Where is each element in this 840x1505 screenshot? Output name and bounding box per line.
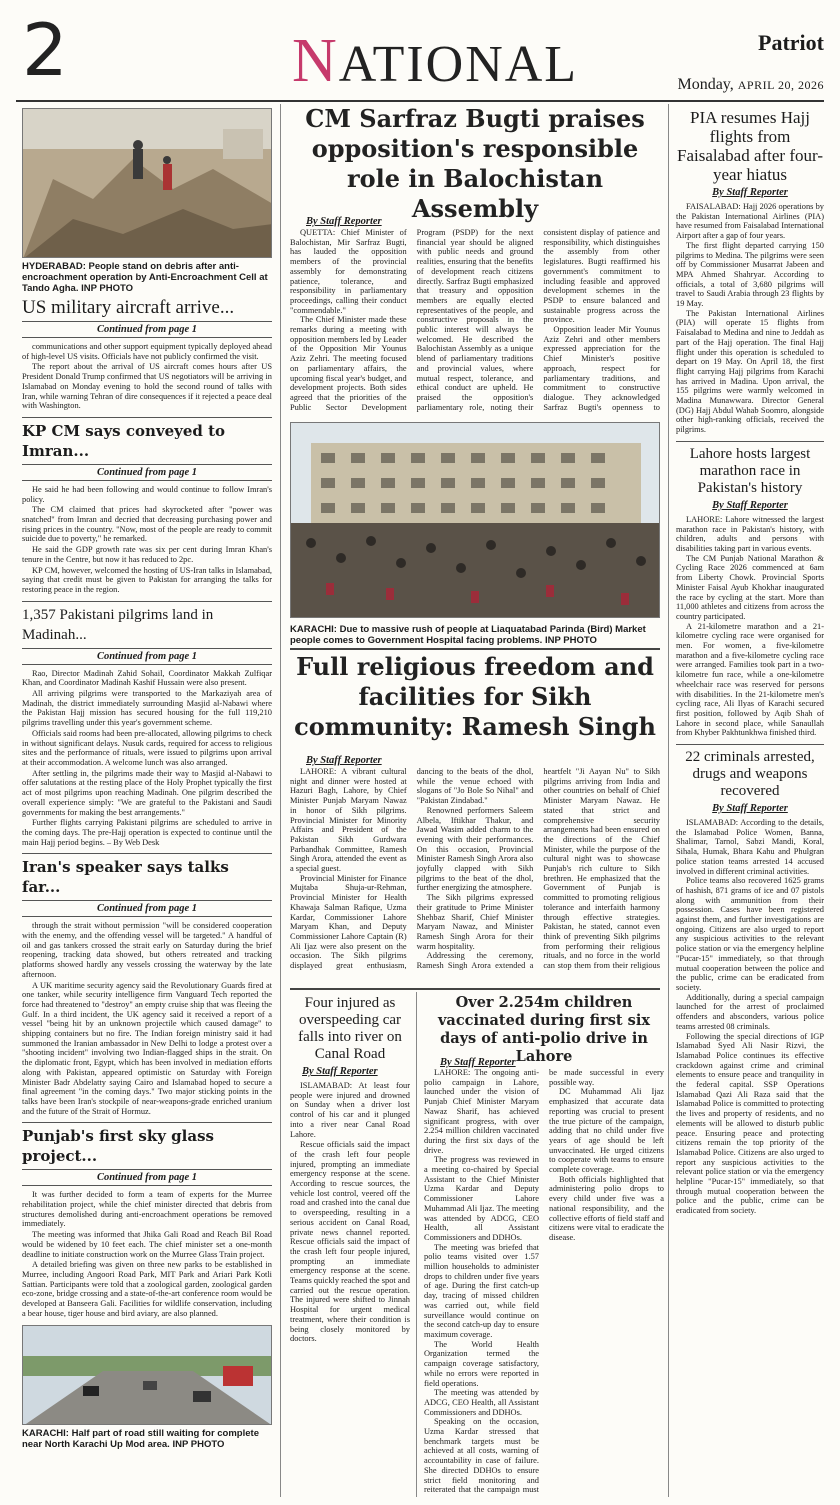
article-sky-glass (22, 1190, 272, 1318)
column-divider (668, 104, 669, 1497)
right-column (676, 104, 824, 1497)
article-crime (676, 818, 824, 1216)
paragraph: The Chief Minister made these remarks during a meeting with opposition members led by Leader of the Opposition Mir Younus Aziz Zehri. The meeting focused on parliamentary affairs, the upcoming fiscal year's budget, and development projects. Both sides agreed that the priorities of the Public Sector Development Program (PSDP) for the next financial year should be aligned with public needs and ground realities, ensuring that the benefits of development reach citizens directly. Sarfraz Bugti emphasized that treasury and opposition members are equally elected representatives of the people, and constructive proposals in the public interest will always be welcomed. He described the Balochistan Assembly as a unique blend of parliamentary traditions and provincial values, where mutual respect, tolerance, and ethical conduct are upheld. He praised the opposition's parliamentary role, noting their consistent display of patience and responsibility, which distinguishes the assembly from other legislatures. Bugti reaffirmed his government's commitment to including feasible and approved development schemes in the PSDP to ensure balanced and sustainable progress across the province. (290, 228, 660, 412)
paragraph: A 21-kilometre marathon and a 21-kilometre cycling race were organised for men. For women, a five-kilometre marathon and a five-kilometre cycling race were arranged. Families took part in a two-kilometre fun race, while a one-kilometre wheelchair race was reserved for persons with disabilities. In the 21-kilometre men's cycling race, Ali Ilyas of Karachi secured first position, followed by Aqib Shah of Lahore in second place, while Sanaullah from Khyber Pakhtunkhwa finished third. (676, 621, 824, 738)
divider (22, 601, 272, 602)
lead-headline: CM Sarfraz Bugti praises opposition's responsible role in Balochistan Assembly (305, 104, 645, 223)
paper-name: Patriot (758, 30, 824, 55)
paragraph: Following the special directions of IGP Islamabad Syed Ali Nasir Rizvi, the Islamabad Police continues its effective crackdown against crime and criminal elements to ensure peace and tranquility in the federal capital. SSP Operations Islamabad Qazi Ali Raza said that the Islamabad Police is committed to protecting the lives and property of residents, and no elements will be allowed to disturb public peace. Ensuring peace and protecting citizens remain the top priority of the Islamabad Police. Citizens are also urged to report any suspicious activities to the relevant police station or via the emergency helpline "Pucar-15" immediately, so that through mutual cooperation between the police and the public, crime can be eradicated from society. (676, 1031, 824, 1216)
paragraph: Both officials highlighted that administering polio drops to every child under five was a national responsibility, and the collective efforts of field staff and citizens were vital to eradicate the disease. (549, 1174, 664, 1242)
divider (290, 648, 660, 650)
paragraph: through the strait without permission "will be considered cooperation with the enemy, and the offending vessel will be targeted." A handful of oil and gas tankers crossed the strait early on Saturday during the brief reopening, tracking data showed, but others retreated and tracking platforms showed hardly any vessels crossing the waterway by the late afternoon. (22, 921, 272, 979)
paragraph: The first flight departed carrying 150 pilgrims to Medina. The pilgrims were seen off by Commissioner Musarrat Jabeen and MPA Ahmed Shahryar. According to officials, a total of 3,680 pilgrims will travel to Saudi Arabia through 23 flights by 19 May. (676, 240, 824, 309)
paragraph: It was further decided to form a team of experts for the Murree rehabilitation project, while the chief minister directed that debris from structures demolished during anti-encroachment operations be removed immediately. (22, 1190, 272, 1229)
divider (22, 1122, 272, 1123)
divider (22, 417, 272, 418)
section-title-initial: N (292, 27, 339, 95)
photo-caption: KARACHI: Half part of road still waiting for complete near North Karachi Up Mod area. INP PHOTO (22, 1427, 259, 1450)
photo-caption: KARACHI: Due to massive rush of people at Liaquatabad Parinda (Bird) Market people comes to Government Hospital facing problems. INP PHOTO (290, 624, 646, 646)
debris-photo-icon (23, 109, 272, 258)
paragraph: Rao, Director Madinah Zahid Sohail, Coordinator Makkah Zulfiqar Khan, and Coordinator Madinah Kashif Hussain were also present. (22, 668, 272, 688)
polio-headline: Over 2.254m children vaccinated during first six days of anti-polio drive in Lahore (438, 994, 650, 1065)
paragraph: A UK maritime security agency said the Revolutionary Guards fired at one tanker, while security intelligence firm Vanguard Tech reported the force had threatened to "destroy" an empty cruise ship that was fleeing the Gulf. In a third incident, the UK agency said it received a report of a vessel "being hit by an unknown projectile which caused damage" to shipping containers but no fire. The Indian foreign ministry said it had summoned the Iranian ambassador in New Delhi to lodge a protest over a "shooting incident" involving two Indian-flagged ships in the strait. On the diplomatic front, Egypt, which has been involved in mediation efforts along with Pakistan, appeared optimistic on Saturday with Foreign Minister Badr Abdelatty saying Cairo and Islamabad hoped to secure a final agreement "in the coming days." Two major sticking points in the talks have been Iran's stockpile of near-weapons-grade enriched uranium and the future of the Strait of Hormuz. (22, 980, 272, 1116)
byline: By Staff Reporter (302, 1066, 378, 1077)
paragraph: The Pakistan International Airlines (PIA) will operate 15 flights from Faisalabad to Medina and nine to Jeddah as part of the Hajj operation. The final Hajj flight under this operation is scheduled to depart on 19 May. On April 18, the first flight carrying Hajj pilgrims from Karachi has arrived in Madina. Upon arrival, the 155 pilgrims were warmly welcomed in Madina Munawwara. Director General (DG) Hajj Abdul Wahab Soomro, alongside other high-ranking officials, received the pilgrims. (676, 308, 824, 435)
date: APRIL 20, 2026 (737, 78, 824, 92)
byline: By Staff Reporter (306, 216, 382, 227)
paragraph: The meeting was attended by ADCG, CEO Health, all Assistant Commissioners and DDHOs. (424, 1388, 539, 1417)
paragraph: Rescue officials said the impact of the crash left four people injured, prompting an immediate emergency response at the scene. According to rescue sources, the vehicle lost control, veered off the road and crashed into the canal due to overspeeding, resulting in a serious accident on Canal Road, private news channel reported. Rescue officials said the impact of the crash left four people injured, prompting an immediate emergency response at the scene. Teams quickly reached the spot and carried out the rescue operation. The injured were shifted to Jinnah Hospital for urgent medical treatment, where their condition is being closely monitored by doctors. (290, 1140, 410, 1344)
article-pia (676, 202, 824, 435)
column-divider (416, 992, 417, 1497)
market-crowd-photo-icon (291, 423, 660, 618)
column-divider (280, 104, 281, 1497)
paragraph: The CM claimed that prices had skyrocketed after "power was snatched" from Imran and decried that decreasing purchasing power and rising prices in the country. "Now, most of the people are ready to commit suicide due to poverty," he remarked. (22, 505, 272, 544)
section-title (292, 26, 578, 97)
byline: By Staff Reporter (712, 803, 788, 815)
section-title-rest: ATIONAL (338, 36, 579, 93)
paragraph: LAHORE: Lahore witnessed the largest marathon race in Pakistan's history, with children, adults and persons with disabilities taking part in various events. (676, 514, 824, 553)
paragraph: DC Muhammad Ali Ijaz emphasized that accurate data reporting was crucial to present the true picture of the campaign, adding that no child under five years of age should be left unvaccinated. He urged citizens to cooperate with teams to ensure complete coverage. (549, 1087, 664, 1175)
paragraph: ISLAMABAD: At least four people were injured and drowned on Sunday when a driver lost control of his car and it plunged into a river near Canal Road Lahore. (290, 1081, 410, 1139)
continued-label: Continued from page 1 (22, 464, 272, 481)
paragraph: ISLAMABAD: According to the details, the Islamabad Police Women, Banna, Shalimar, Tarnol, Sabzi Mandi, Koral, Sihala, Humak, Bhara Kahu and Phulgran police station teams arrested 14 accused involved in different criminal activities. (676, 818, 824, 876)
paragraph: Officials said rooms had been pre-allocated, allowing pilgrims to check in without significant delays. Nusuk cards, required for access to religious sites and the performance of rituals, were issued to pilgrims upon arrival at their accommodation. A welcome lunch was also arranged. (22, 728, 272, 767)
article-body (290, 1081, 410, 1501)
article-bugti (290, 228, 660, 414)
paragraph: Provincial Minister for Finance Mujtaba Shuja-ur-Rehman, Provincial Minister for Health Khawaja Salman Rafique, Uzma Kardar, Commissioner Lahore Maryam Khan, and Deputy Commissioner Lahore Captain (R) Ali Ijaz were also present on the occasion. The Sikh pilgrims displayed great enthusiasm, dancing to the beats of the dhol, while the venue echoed with slogans of "Jo Bole So Nihal" and "Pakistan Zindabad." (290, 767, 534, 971)
article-pilgrims-madinah (22, 669, 272, 848)
article-iran-speaker (22, 921, 272, 1116)
paragraph: Additionally, during a special campaign launched for the arrest of proclaimed offenders and absconders, various police teams arrested 08 criminals. (676, 992, 824, 1031)
paragraph: He said he had been following and would continue to follow Imran's policy. (22, 484, 272, 504)
photo-hyderabad-debris (22, 108, 272, 258)
headline-us-aircraft: US military aircraft arrive... (22, 297, 235, 318)
paragraph: Opposition leader Mir Younus Aziz Zehri and other members expressed appreciation for the Chief Minister's positive approach, respect for parliamentary traditions, and commitment to constructive dialogue. They acknowledged Sarfraz Bugti's openness to (543, 325, 660, 412)
byline: By Staff Reporter (712, 187, 788, 198)
paragraph: QUETTA: Chief Minister of Balochistan, Mir Sarfraz Bugti, has lauded the opposition members of the provincial assembly for demonstrating patience, tolerance, and responsibility in parliamentary proceedings, calling their conduct "commendable." (290, 228, 407, 315)
canal-headline: Four injured as overspeeding car falls into river on Canal Road (298, 995, 402, 1062)
crime-headline: 22 criminals arrested, drugs and weapons recovered (685, 749, 815, 800)
paragraph: After settling in, the pilgrims made their way to Masjid al-Nabawi to offer salutations at the resting place of the Holy Prophet typically the first act of most pilgrims upon reaching Madinah. One pilgrim described the overall experience simply: "We are grateful to the Pakistani and Saudi governments for making the best arrangements." (22, 768, 272, 817)
headline-sky-glass: Punjab's first sky glass project... (22, 1127, 214, 1166)
article-marathon (676, 515, 824, 738)
headline-iran-speaker: Iran's speaker says talks far... (22, 858, 229, 897)
masthead (0, 0, 840, 104)
dateline (677, 76, 824, 94)
continued-label: Continued from page 1 (22, 1169, 272, 1186)
sikh-headline: Full religious freedom and facilities for Sikh community: Ramesh Singh (294, 652, 656, 741)
article-sikh (290, 767, 660, 980)
paragraph: The CM Punjab National Marathon & Cycling Race 2026 commenced at 6am from Liberty Chowk. Provincial Sports Minister Faisal Ayub Khokhar inaugurated the race by cycling at the start. More than 11,000 athletes and citizens from across the country participated. (676, 553, 824, 621)
paragraph: FAISALABAD: Hajj 2026 operations by the Pakistan International Airlines (PIA) have resumed from Faisalabad International Airport after a gap of four years. (676, 202, 824, 241)
left-column (22, 104, 272, 1497)
paragraph: The report about the arrival of US aircraft comes hours after US President Donald Trump confirmed that US negotiators will be arriving in Islamabad on Monday evening to hold the second round of talks with Iran, while warning Tehran of dire consequences if it rejected a peace deal with Washington. (22, 362, 272, 411)
paragraph: All arriving pilgrims were transported to the Markaziyah area of Madinah, the district immediately surrounding Masjid al-Nabawi where the Pakistan Hajj mission has secured housing for the full 119,210 pilgrims travelling under this year's government scheme. (22, 689, 272, 728)
continued-label: Continued from page 1 (22, 321, 272, 338)
paragraph: Speaking on the occasion, Uzma Kardar stressed that benchmark targets must be achieved at all costs, warning of accountability in case of failure. She directed DDHOs to ensure strict field monitoring and reiterated that the campaign must be made successful in every possible way. (424, 1068, 664, 1495)
paragraph: KP CM, however, welcomed the hosting of US-Iran talks in Islamabad, saying that credit must be given to Pakistan for arranging the talks for restoring peace in the region. (22, 565, 272, 594)
paragraph: Addressing the ceremony, Ramesh Singh Arora extended a heartfelt "Ji Aayan Nu" to Sikh pilgrims arriving from India and other countries on behalf of Chief Minister Maryam Nawaz. He stated that strict and comprehensive security arrangements had been ensured on the directions of the Chief Minister, while the purpose of the cultural night was to showcase Punjab's rich culture to Sikh brethren. He emphasized that the Government of Punjab is committed to promoting religious tolerance and interfaith harmony through effective strategies. Pakistan, he stated, cannot even think of preventing Sikh pilgrims from performing their religious rituals, and no force in the world can stop them from their religious (416, 767, 660, 971)
paragraph: LAHORE: A vibrant cultural night and dinner were hosted at Hazuri Bagh, Lahore, by Chief Minister Punjab Maryam Nawaz in honor of Sikh pilgrims. Provincial Minister for Minority Affairs and President of the Pakistan Sikh Gurdwara Parbandhak Committee, Ramesh Singh Arora, attended the event as a special guest. (290, 767, 407, 874)
photo-caption: HYDERABAD: People stand on debris after anti-encroachment operation by Anti-Encroachment Cell at Tando Agha. INP PHOTO (22, 261, 268, 294)
divider (676, 744, 824, 745)
paragraph: The progress was reviewed in a meeting co-chaired by Special Assistant to the Chief Minister Uzma Kardar and Deputy Commissioner Lahore Muhammad Ali Ijaz. The meeting was attended by ADCG, CEO Health, all Assistant Commissioners and DDHOs. (424, 1155, 539, 1242)
masthead-rule (16, 100, 824, 102)
byline: By Staff Reporter (712, 499, 788, 511)
divider (22, 853, 272, 854)
pia-headline: PIA resumes Hajj flights from Faisalabad after four-year hiatus (677, 108, 823, 184)
paragraph: Further flights carrying Pakistani pilgrims are scheduled to arrive in the coming days. The pre-Hajj operation is expected to continue until the main Hajj period begins. – By Web Desk (22, 818, 272, 847)
paragraph: communications and other support equipment typically deployed ahead of high-level US visits. Officials have not publicly confirmed the visit. (22, 342, 272, 361)
article-kp-cm (22, 485, 272, 595)
article-polio (424, 1068, 664, 1495)
photo-liaquatabad-market (290, 422, 660, 618)
photo-karachi-road (22, 1325, 272, 1425)
byline: By Staff Reporter (306, 755, 382, 766)
headline-kp-cm: KP CM says conveyed to Imran... (22, 421, 226, 460)
paragraph: The meeting was informed that Jhika Gali Road and Reach Bil Road would be widened by 10 feet each. The chief minister set a one-month deadline to initiate construction work on the Murree Glass Train project. (22, 1230, 272, 1259)
paragraph: The Sikh pilgrims expressed their gratitude to Prime Minister Shehbaz Sharif, Chief Minister Maryam Nawaz, and Minister Ramesh Singh Arora for their warm hospitality. (416, 893, 534, 951)
page-number: 2 (22, 8, 68, 92)
road-photo-icon (23, 1326, 272, 1425)
byline: By Staff Reporter (440, 1057, 516, 1068)
paragraph: Police teams also recovered 1625 grams of hashish, 871 grams of ice and 07 pistols along with ammunition from their possession. Cases have been registered against them, and further investigations are ongoing. Citizens are also urged to report any suspicious activities to the relevant police station or via the emergency helpline "Pucar-15" immediately, so that through mutual cooperation between the police and the public, crime can be eradicated from society. (676, 876, 824, 992)
headline-pilgrims-madinah: 1,357 Pakistani pilgrims land in Madinah... (22, 606, 214, 643)
divider (676, 441, 824, 442)
divider (290, 988, 660, 990)
continued-label: Continued from page 1 (22, 900, 272, 917)
paragraph: LAHORE: The ongoing anti-polio campaign in Lahore, launched under the vision of Punjab Chief Minister Maryam Nawaz Sharif, has achieved significant progress, with over 2.254 million children vaccinated during the first six days of the drive. (424, 1068, 539, 1155)
day: Monday, (677, 76, 734, 93)
paragraph: He said the GDP growth rate was six per cent during Imran Khan's tenure in the Centre, but now it has reduced to 2pc. (22, 545, 272, 564)
article-us-aircraft (22, 342, 272, 411)
paragraph: Renowned performers Saleem Albela, Iftikhar Thakur, and Jawad Wasim added charm to the evening with their performances. On this occasion, Provincial Minister Ramesh Singh Arora also joyfully clapped with Sikh pilgrims to the beat of the dhol, further energizing the atmosphere. (416, 805, 534, 893)
paragraph: The meeting was briefed that polio teams visited over 1.57 million households to administer drops to children under five years of age. During the first catch-up day, tracing of missed children was carried out, while field surveillance would continue on the second catch-up day to ensure maximum coverage. (424, 1242, 539, 1339)
article-canal-road (290, 992, 410, 1501)
paragraph: A detailed briefing was given on three new parks to be established in Murree, including Angoori Road Park, MIT Park and Ariari Park Kotli Sattian. Participants were told that a zoological garden, zoological garden eco-zone, bridge crossing and a state-of-the-art conference room would be developed at Banseera Gali. Facilities for wildlife conservation, including a bear house, tiger house and bird aviary, are also planned. (22, 1260, 272, 1318)
continued-label: Continued from page 1 (22, 648, 272, 665)
marathon-headline: Lahore hosts largest marathon race in Pakistan's history (689, 445, 811, 496)
paragraph: The World Health Organization termed the campaign coverage satisfactory, while no errors were reported in field operations. (424, 1339, 539, 1388)
